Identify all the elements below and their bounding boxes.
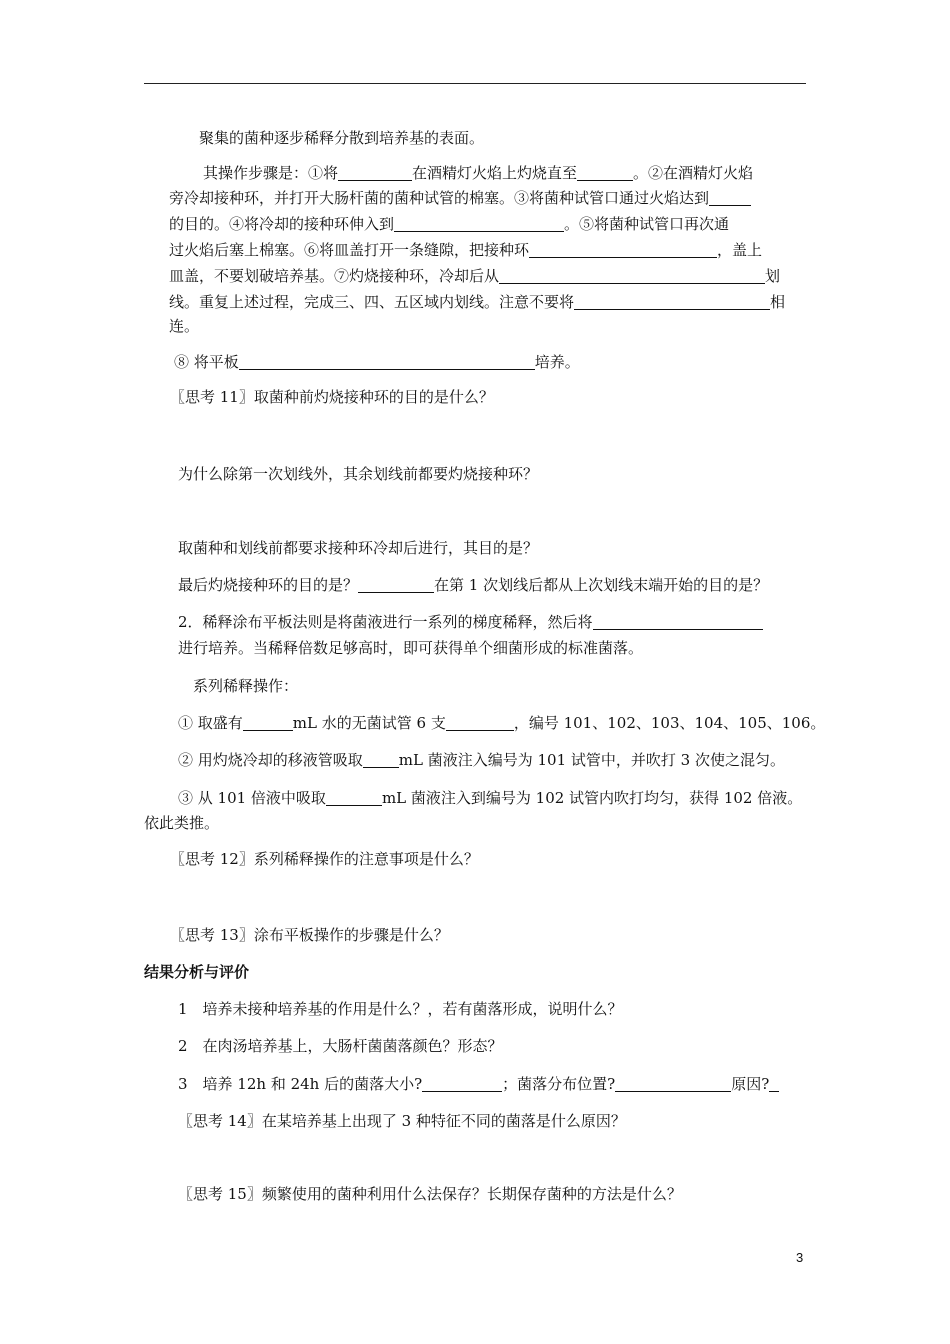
text-line: 2 在肉汤培养基上，大肠杆菌菌落颜色？形态？ xyxy=(178,1037,503,1055)
blank xyxy=(615,1076,731,1092)
text-line: ① 取盛有 mL 水的无菌试管 6 支 ，编号 101、102、103、104、105、106。 xyxy=(178,714,826,732)
text-line: 系列稀释操作： xyxy=(193,677,299,695)
text-line: ⑧ 将平板 培养。 xyxy=(174,353,580,371)
blank xyxy=(358,577,434,593)
blank xyxy=(243,715,293,731)
blank xyxy=(363,752,399,768)
question-14: 〖思考 14〗在某培养基上出现了 3 种特征不同的菌落是什么原因？ xyxy=(178,1112,626,1130)
text-line: 最后灼烧接种环的目的是？ 在第 1 次划线后都从上次划线末端开始的目的是？ xyxy=(178,576,769,594)
question-11: 〖思考 11〗取菌种前灼烧接种环的目的是什么？ xyxy=(170,388,494,406)
text-line: 线。重复上述过程，完成三、四、五区域内划线。注意不要将 相 xyxy=(169,293,786,311)
text-line: 皿盖，不要划破培养基。⑦灼烧接种环，冷却后从 划 xyxy=(169,267,781,285)
text-line: 为什么除第一次划线外，其余划线前都要灼烧接种环？ xyxy=(178,465,539,483)
blank xyxy=(574,294,770,310)
page-number: 3 xyxy=(796,1250,804,1265)
text-line: 2．稀释涂布平板法则是将菌液进行一系列的梯度稀释，然后将 xyxy=(178,612,763,632)
text-line: 取菌种和划线前都要求接种环冷却后进行，其目的是？ xyxy=(178,539,539,557)
blank xyxy=(499,268,765,284)
question-12: 〖思考 12〗系列稀释操作的注意事项是什么？ xyxy=(170,850,479,868)
question-13: 〖思考 13〗涂布平板操作的步骤是什么？ xyxy=(170,926,449,944)
text-line: 连。 xyxy=(169,317,200,335)
text-line: 3 培养 12h 和 24h 后的菌落大小? ；菌落分布位置? 原因? xyxy=(178,1074,779,1094)
blank xyxy=(422,1076,502,1092)
text-line: 1 培养未接种培养基的作用是什么？，若有菌落形成，说明什么？ xyxy=(178,1000,623,1018)
question-15: 〖思考 15〗频繁使用的菌种利用什么法保存？长期保存菌种的方法是什么？ xyxy=(178,1185,682,1203)
text-line: 进行培养。当稀释倍数足够高时，即可获得单个细菌形成的标准菌落。 xyxy=(178,639,644,657)
blank xyxy=(593,614,763,630)
blank xyxy=(326,790,382,806)
text-line: ③ 从 101 倍液中吸取 mL 菌液注入到编号为 102 试管内吹打均匀，获得 102 倍液。 xyxy=(178,789,803,807)
blank xyxy=(239,354,535,370)
blank xyxy=(769,1076,779,1092)
section-heading: 结果分析与评价 xyxy=(144,963,250,981)
text-line: 聚集的菌种逐步稀释分散到培养基的表面。 xyxy=(199,129,485,147)
header-rule xyxy=(144,83,806,84)
blank xyxy=(577,165,633,181)
blank xyxy=(446,715,514,731)
text-line: 的目的。④将冷却的接种环伸入到 。⑤将菌种试管口再次通 xyxy=(169,215,730,233)
blank xyxy=(529,242,717,258)
text-line: 过火焰后塞上棉塞。⑥将皿盖打开一条缝隙，把接种环 ，盖上 xyxy=(169,241,763,259)
blank xyxy=(709,190,751,206)
blank xyxy=(394,216,564,232)
blank xyxy=(338,165,412,181)
text-line: 旁冷却接种环，并打开大肠杆菌的菌种试管的棉塞。③将菌种试管口通过火焰达到 xyxy=(169,188,751,208)
text-line: ② 用灼烧冷却的移液管吸取 mL 菌液注入编号为 101 试管中，并吹打 3 次使之混匀。 xyxy=(178,751,785,769)
text-line: 其操作步骤是：①将 在酒精灯火焰上灼烧直至 。②在酒精灯火焰 xyxy=(203,164,754,182)
text-line: 依此类推。 xyxy=(144,814,220,832)
